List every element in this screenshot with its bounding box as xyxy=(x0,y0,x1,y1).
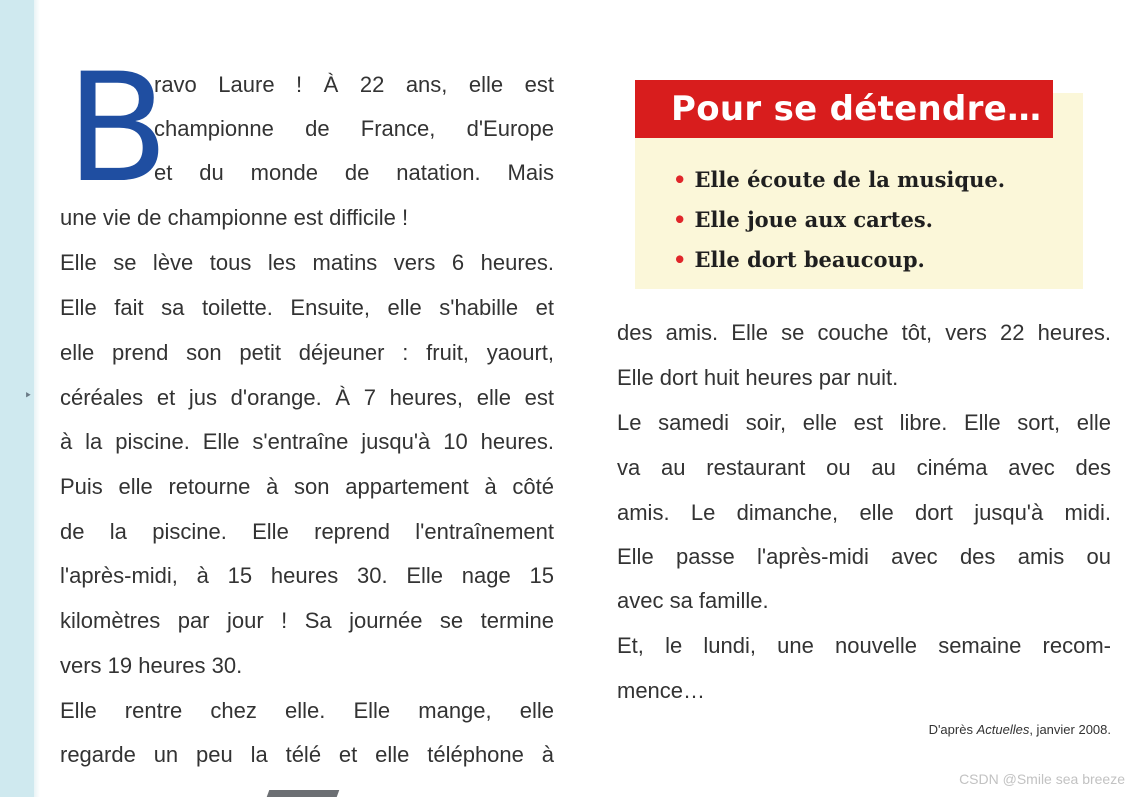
source-prefix: D'après xyxy=(928,722,977,737)
article-line: va au restaurant ou au cinéma avec des xyxy=(617,455,1111,480)
article-line: Elle passe l'après-midi avec des amis ou xyxy=(617,544,1111,569)
article-line: Elle dort huit heures par nuit. xyxy=(617,365,899,390)
article-line: céréales et jus d'orange. À 7 heures, elle est xyxy=(60,385,554,410)
article-line: et du monde de natation. Mais xyxy=(154,160,554,185)
sidebar-item-text: Elle dort beaucoup. xyxy=(694,247,925,272)
article-line: vers 19 heures 30. xyxy=(60,653,243,678)
article-line: Le samedi soir, elle est libre. Elle sort, elle xyxy=(617,410,1111,435)
article-line: Et, le lundi, une nouvelle semaine recom- xyxy=(617,633,1111,658)
bullet-icon: • xyxy=(673,207,687,232)
sidebar-list-item xyxy=(673,244,1005,284)
article-line: des amis. Elle se couche tôt, vers 22 heures. xyxy=(617,320,1111,345)
bullet-icon: • xyxy=(673,247,687,272)
source-suffix: , janvier 2008. xyxy=(1029,722,1111,737)
article-line: Elle rentre chez elle. Elle mange, elle xyxy=(60,698,554,723)
watermark: CSDN @Smile sea breeze xyxy=(959,771,1125,787)
article-line: kilomètres par jour ! Sa journée se termine xyxy=(60,608,554,633)
source-publication: Actuelles xyxy=(976,722,1030,737)
article-line: ravo Laure ! À 22 ans, elle est xyxy=(154,72,554,97)
article-line: Puis elle retourne à son appartement à côté xyxy=(60,474,554,499)
article-line: championne de France, d'Europe xyxy=(154,116,554,141)
page-scrap xyxy=(267,790,340,797)
source-credit xyxy=(929,722,1111,737)
sidebar-title: Pour se détendre… xyxy=(635,80,1053,138)
article-line: l'après-midi, à 15 heures 30. Elle nage 15 xyxy=(60,563,554,588)
sidebar-item-text: Elle écoute de la musique. xyxy=(694,167,1006,192)
sidebar-list xyxy=(673,164,1005,284)
article-line: de la piscine. Elle reprend l'entraînement xyxy=(60,519,554,544)
article-line: regarde un peu la télé et elle téléphone à xyxy=(60,742,554,767)
article-line: amis. Le dimanche, elle dort jusqu'à midi. xyxy=(617,500,1111,525)
article-line: à la piscine. Elle s'entraîne jusqu'à 10 heures. xyxy=(60,429,554,454)
article-line: elle prend son petit déjeuner : fruit, yaourt, xyxy=(60,340,554,365)
article-line: Elle fait sa toilette. Ensuite, elle s'habille et xyxy=(60,295,554,320)
drop-cap: B xyxy=(66,42,169,216)
sidebar-list-item xyxy=(673,164,1005,204)
article-line: mence… xyxy=(617,678,706,703)
page-edge-shadow xyxy=(34,0,40,797)
sidebar-item-text: Elle joue aux cartes. xyxy=(694,207,933,232)
sidebar-list-item xyxy=(673,204,1005,244)
article-line: avec sa famille. xyxy=(617,588,769,613)
article-line: Elle se lève tous les matins vers 6 heures. xyxy=(60,250,554,275)
bullet-icon: • xyxy=(673,167,687,192)
article-line: une vie de championne est difficile ! xyxy=(60,205,409,230)
margin-mark: ‣ xyxy=(24,387,33,403)
